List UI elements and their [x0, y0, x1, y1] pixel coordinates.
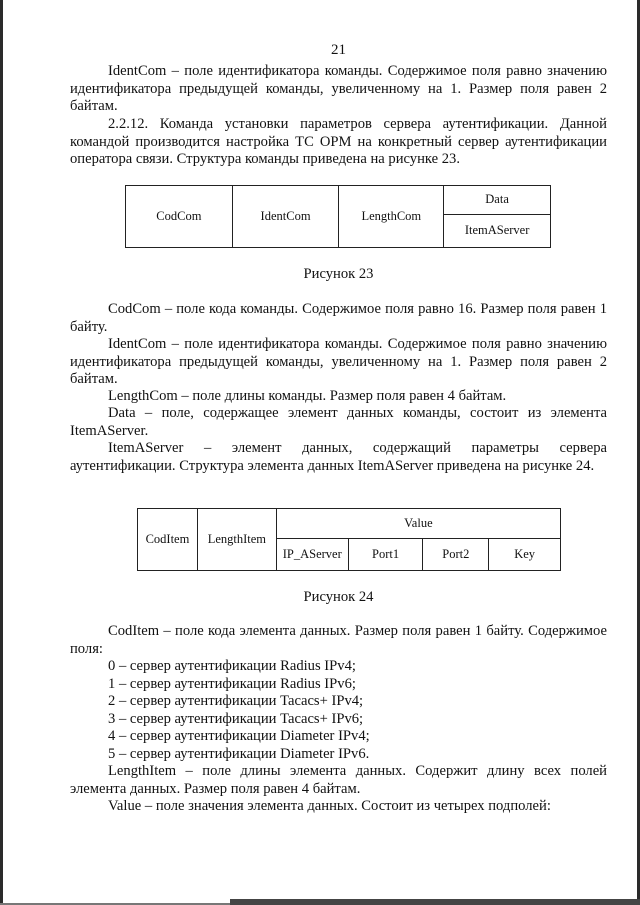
list-item: 2 – сервер аутентификации Tacacs+ IPv4; — [108, 693, 364, 709]
cell-identcom: IdentCom — [232, 186, 339, 248]
codcom-description: CodCom – поле кода команды. Содержимое поля равно 16. Размер поля равен 1 байту. — [70, 301, 607, 335]
cell-port1: Port1 — [348, 539, 423, 571]
list-item: 1 – сервер аутентификации Radius IPv6; — [108, 675, 356, 692]
intro-identcom-paragraph: IdentCom – поле идентификатора команды. Содержимое поля равно значению идентификатора предыдущей команды, увеличенному на 1. Размер поля равен 2 байтам. — [70, 63, 607, 114]
list-item: 0 – сервер аутентификации Radius IPv4; — [108, 658, 356, 674]
cell-lengthcom: LengthCom — [339, 186, 444, 248]
cell-itemaserver: ItemAServer — [444, 215, 551, 248]
list-item: 5 – сервер аутентификации Diameter IPv6. — [108, 745, 370, 762]
list-item: 4 – сервер аутентификации Diameter IPv4; — [108, 728, 370, 744]
scan-edge-left — [0, 0, 3, 905]
itemaserver-description: ItemAServer – элемент данных, содержащий параметры сервера аутентификации. Структура элемента данных ItemAServer приведена на рисунке 24. — [70, 440, 607, 474]
cell-port2: Port2 — [423, 539, 489, 571]
section-2-2-12-paragraph: 2.2.12. Команда установки параметров сервера аутентификации. Данной командой производится настройка ТС ОРМ на конкретный сервер аутентификации оператора связи. Структура команды приведена на рисунке 23. — [70, 116, 607, 167]
figure-23-caption: Рисунок 23 — [303, 266, 374, 282]
cell-codcom: CodCom — [126, 186, 233, 248]
figure-24-table — [137, 508, 561, 571]
value-description: Value – поле значения элемента данных. Состоит из четырех подполей: — [108, 798, 551, 814]
identcom-description: IdentCom – поле идентификатора команды. Содержимое поля равно значению идентификатора предыдущей команды, увеличенному на 1. Размер поля равен 2 байтам. — [70, 336, 607, 387]
scan-edge-bottom — [230, 899, 640, 905]
lengthitem-description: LengthItem – поле длины элемента данных. Содержит длину всех полей элемента данных. Размер поля равен 4 байтам. — [70, 763, 607, 797]
page-number: 21 — [331, 42, 346, 58]
coditem-description: CodItem – поле кода элемента данных. Размер поля равен 1 байту. Содержимое поля: — [70, 623, 607, 657]
cell-data: Data — [444, 186, 551, 215]
figure-23-table — [125, 185, 551, 248]
cell-lengthitem: LengthItem — [197, 509, 276, 571]
list-item: 3 – сервер аутентификации Tacacs+ IPv6; — [108, 710, 364, 727]
cell-key: Key — [489, 539, 561, 571]
cell-ip-aserver: IP_AServer — [276, 539, 348, 571]
cell-value: Value — [276, 509, 560, 539]
figure-24-caption: Рисунок 24 — [303, 589, 374, 605]
data-description: Data – поле, содержащее элемент данных команды, состоит из элемента ItemAServer. — [70, 405, 607, 439]
coditem-options-list — [70, 658, 607, 763]
lengthcom-description: LengthCom – поле длины команды. Размер поля равен 4 байтам. — [108, 388, 507, 404]
cell-coditem: CodItem — [138, 509, 198, 571]
